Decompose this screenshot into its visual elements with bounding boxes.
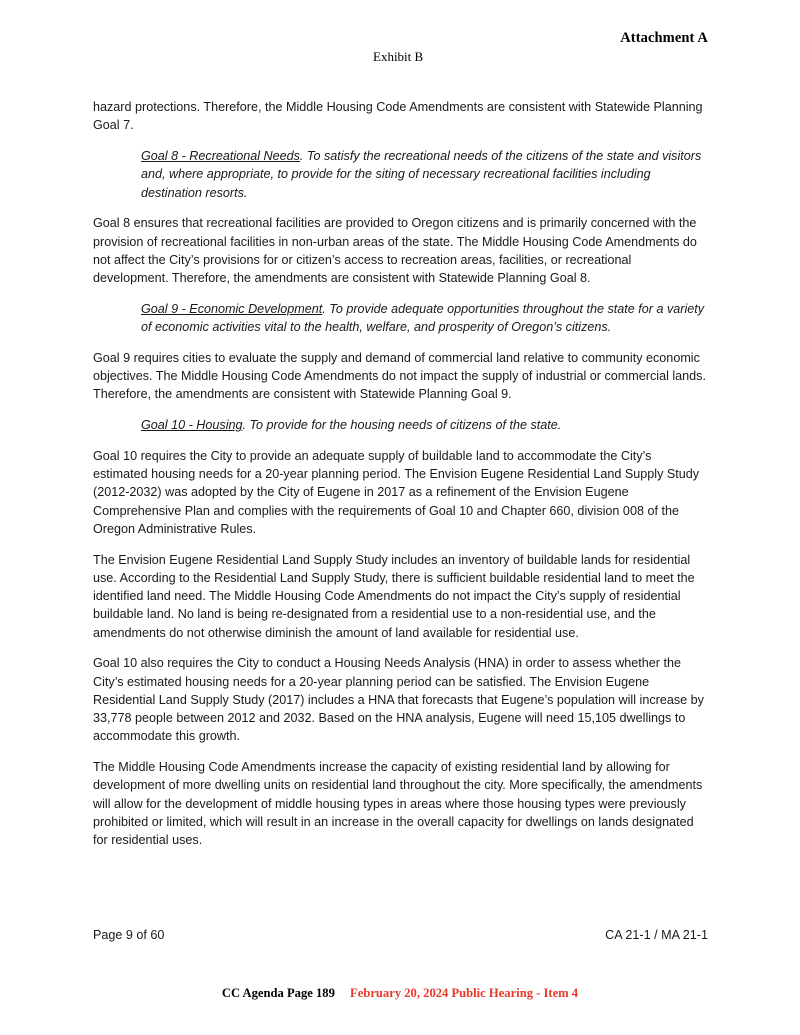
paragraph-goal10-analysis-3: Goal 10 also requires the City to conduct a Housing Needs Analysis (HNA) in order to assess whether the City’s estimated housing needs for a 20-year planning period can be satisfied. The Envision Eugene Residential Land Supply Study (2017) includes a HNA that forecasts that Eugene’s population will increase by 33,778 people between 2012 and 2032. Based on the HNA analysis, Eugene will need 15,105 dwellings to accommodate this growth.	[93, 656, 704, 744]
goal-9-title: Goal 9 - Economic Development	[141, 301, 323, 316]
paragraph-goal10-analysis-1: Goal 10 requires the City to provide an adequate supply of buildable land to accommodate the City’s estimated housing needs for a 20-year planning period. The Envision Eugene Residential Land Supply Study (2012-2032) was adopted by the City of Eugene in 2017 as a refinement of the Envision Eugene Comprehensive Plan and complies with the requirements of Goal 10 and Chapter 660, division 008 of the Oregon Administrative Rules.	[93, 448, 700, 536]
goal-10-quote	[93, 416, 708, 434]
goal-10-text: . To provide for the housing needs of citizens of the state.	[242, 418, 562, 432]
page-number-label: Page 9 of 60	[93, 928, 165, 942]
goal-8-text: . To satisfy the recreational needs of the citizens of the state and visitors and, where appropriate, to provide for the siting of necessary recreational facilities including destination resorts.	[141, 149, 702, 200]
paragraph-goal9-analysis: Goal 9 requires cities to evaluate the supply and demand of commercial land relative to community economic objectives. The Middle Housing Code Amendments do not impact the supply of industrial or commercial lands. Therefore, the amendments are consistent with Statewide Planning Goal 9.	[93, 350, 706, 402]
goal-9-quote	[93, 300, 708, 337]
case-number-label: CA 21-1 / MA 21-1	[605, 928, 708, 942]
agenda-footer	[0, 986, 800, 1001]
goal-8-quote	[93, 147, 708, 202]
page-footer	[93, 928, 708, 942]
goal-9-text: . To provide adequate opportunities throughout the state for a variety of economic activities vital to the health, welfare, and prosperity of Oregon’s citizens.	[141, 301, 705, 334]
exhibit-label: Exhibit B	[373, 49, 424, 64]
goal-8-title: Goal 8 - Recreational Needs	[141, 149, 300, 163]
document-body	[93, 98, 708, 862]
goal-10-title: Goal 10 - Housing	[141, 418, 243, 432]
attachment-label: Attachment A	[620, 30, 708, 46]
agenda-page-label: CC Agenda Page 189	[221, 986, 335, 1000]
paragraph-goal8-analysis: Goal 8 ensures that recreational facilities are provided to Oregon citizens and is primarily concerned with the provision of recreational facilities in non-urban areas of the state. The Middle Housing Code Amendments do not affect the City’s provisions for or citizen’s access to recreation areas, facilities, or recreational development. Therefore, the amendments are consistent with Statewide Planning Goal 8.	[93, 216, 697, 285]
public-hearing-label: February 20, 2024 Public Hearing - Item 4	[350, 986, 579, 1000]
paragraph-goal7-continued: hazard protections. Therefore, the Middle Housing Code Amendments are consistent with Statewide Planning Goal 7.	[93, 100, 703, 133]
paragraph-goal10-analysis-2: The Envision Eugene Residential Land Supply Study includes an inventory of buildable lands for residential use. According to the Residential Land Supply Study, there is sufficient buildable residential land to meet the identified land need. The Middle Housing Code Amendments do not impact the City’s supply of residential buildable land. No land is being re-designated from a residential use to a non-residential use, and the amendments do not otherwise diminish the amount of land available for residential use.	[93, 552, 695, 640]
paragraph-goal10-analysis-4: The Middle Housing Code Amendments increase the capacity of existing residential land by allowing for development of more dwelling units on residential land throughout the city. More specifically, the amendments will allow for the development of middle housing types in areas where those housing types were previously prohibited or limited, which will result in an increase in the overall capacity for dwellings on lands designated for residential uses.	[93, 760, 703, 847]
